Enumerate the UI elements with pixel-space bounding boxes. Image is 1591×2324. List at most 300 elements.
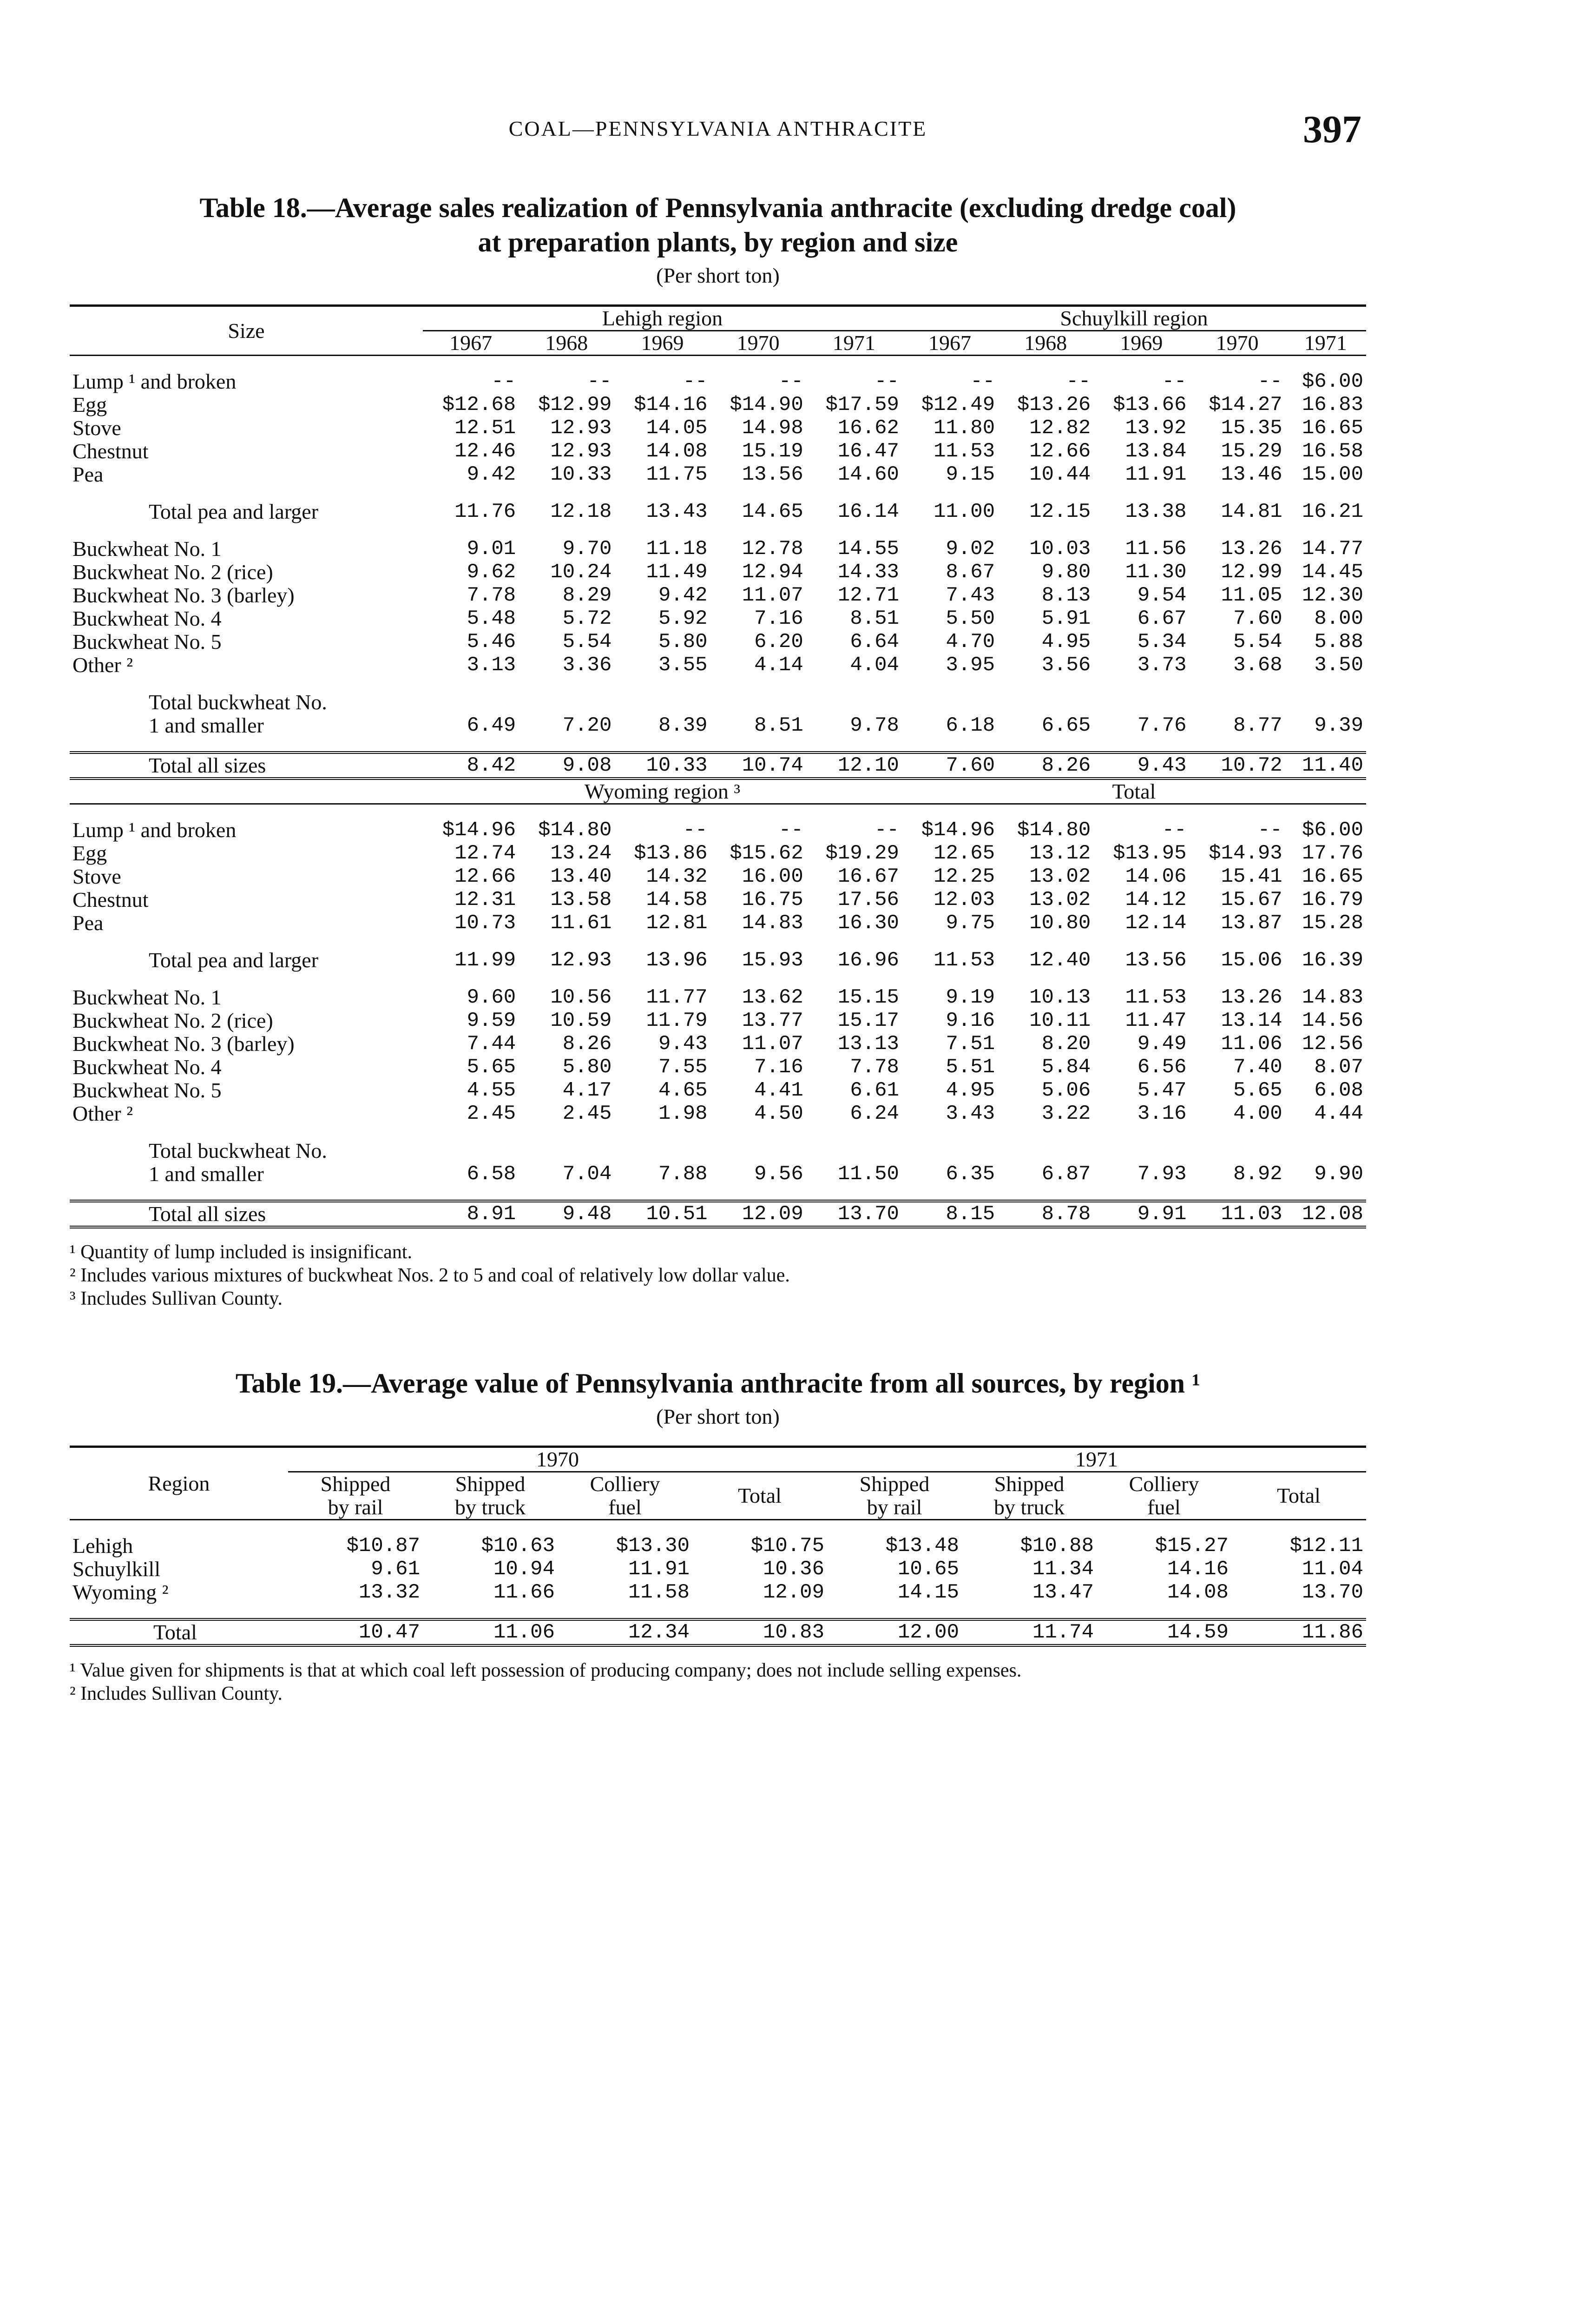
value-cell: 5.72 (562, 607, 612, 630)
value-cell: 13.02 (1029, 888, 1091, 911)
value-cell: 8.00 (1314, 607, 1363, 630)
value-cell: $12.99 (538, 393, 612, 416)
value-cell: 9.49 (1137, 1032, 1187, 1056)
value-cell: 6.61 (850, 1079, 899, 1102)
value-cell: $14.90 (730, 393, 803, 416)
value-cell: 7.55 (658, 1056, 708, 1079)
value-cell: 12.71 (837, 584, 899, 607)
value-cell: -- (683, 370, 708, 393)
value-cell: 12.08 (1302, 1202, 1363, 1226)
year-header: 1970 (288, 1448, 827, 1472)
table-row (70, 865, 1366, 888)
spacer-row (70, 1520, 1366, 1535)
value-cell: -- (874, 370, 899, 393)
value-cell: 13.40 (550, 865, 612, 888)
value-cell: 6.20 (754, 630, 803, 654)
value-cell: 14.98 (742, 416, 803, 440)
value-cell: 7.16 (754, 607, 803, 630)
value-cell: 12.56 (1302, 1032, 1363, 1056)
row-label: Stove (72, 865, 121, 888)
page-number: 397 (1303, 108, 1361, 151)
value-cell: 8.92 (1233, 1162, 1282, 1186)
table-row (70, 463, 1366, 486)
year-header-row (70, 1448, 1366, 1472)
year-header: 1969 (614, 331, 710, 356)
value-cell: 4.17 (562, 1079, 612, 1102)
value-cell: 12.46 (454, 440, 516, 463)
value-cell: 9.08 (562, 754, 612, 777)
region-header-row (70, 779, 1366, 804)
table-row (70, 1056, 1366, 1079)
subtotal-row (70, 691, 1366, 714)
value-cell: 14.59 (1167, 1621, 1229, 1644)
region-header: Wyoming region ³ (423, 779, 902, 804)
row-label: Egg (72, 841, 107, 865)
value-cell: 10.72 (1221, 754, 1282, 777)
row-label: Total buckwheat No. (149, 1139, 327, 1162)
value-cell: 13.02 (1029, 865, 1091, 888)
value-cell: 16.58 (1302, 440, 1363, 463)
value-cell: 10.74 (742, 754, 803, 777)
value-cell: 11.86 (1302, 1621, 1363, 1644)
value-cell: 11.03 (1221, 1202, 1282, 1226)
table19-unit: (Per short ton) (656, 1405, 780, 1428)
value-cell: 11.61 (550, 911, 612, 935)
value-cell: 3.13 (467, 654, 516, 677)
value-cell: 12.09 (763, 1581, 824, 1604)
value-cell: 3.68 (1233, 654, 1282, 677)
double-rule (70, 1644, 1366, 1645)
value-cell: 8.78 (1041, 1202, 1091, 1226)
value-cell: 12.66 (454, 865, 516, 888)
row-label: 1 and smaller (149, 1162, 264, 1186)
value-cell: 10.03 (1029, 537, 1091, 561)
value-cell: 12.82 (1029, 416, 1091, 440)
row-label: Buckwheat No. 5 (72, 630, 222, 654)
value-cell: 11.91 (628, 1558, 690, 1581)
spacer-row (70, 677, 1366, 691)
value-cell: 16.14 (837, 500, 899, 523)
value-cell: $13.86 (634, 842, 708, 865)
year-header: 1967 (423, 331, 519, 356)
total-row (70, 1619, 1366, 1644)
value-cell: 7.78 (467, 584, 516, 607)
table-row (70, 537, 1366, 561)
value-cell: 13.14 (1221, 1009, 1282, 1032)
spacer-row (70, 804, 1366, 819)
value-cell: 5.65 (467, 1056, 516, 1079)
value-cell: 13.24 (550, 842, 612, 865)
column-header (1231, 1472, 1366, 1520)
value-cell: 7.88 (658, 1162, 708, 1186)
subtotal-row (70, 500, 1366, 523)
value-cell: 9.54 (1137, 584, 1187, 607)
table-row (70, 819, 1366, 842)
region-header: Total (902, 779, 1366, 804)
value-cell: 13.26 (1221, 537, 1282, 561)
footnote: ² Includes Sullivan County. (70, 1683, 283, 1704)
column-header (1097, 1472, 1231, 1520)
table-row (70, 654, 1366, 677)
value-cell: 3.50 (1314, 654, 1363, 677)
value-cell: 14.77 (1302, 537, 1363, 561)
value-cell: $12.11 (1289, 1534, 1363, 1558)
value-cell: 5.54 (1233, 630, 1282, 654)
value-cell: 13.38 (1125, 500, 1187, 523)
value-cell: 12.15 (1029, 500, 1091, 523)
value-cell: 10.33 (646, 754, 708, 777)
table-row (70, 1102, 1366, 1125)
value-cell: 14.08 (646, 440, 708, 463)
value-cell: 10.36 (763, 1558, 824, 1581)
value-cell: 9.16 (946, 1009, 995, 1032)
value-cell: 11.80 (934, 416, 995, 440)
running-title: COAL—PENNSYLVANIA ANTHRACITE (508, 117, 927, 140)
value-cell: 6.35 (946, 1162, 995, 1186)
value-cell: 13.56 (742, 463, 803, 486)
value-cell: 3.55 (658, 654, 708, 677)
spacer-row (70, 486, 1366, 500)
value-cell: 8.29 (562, 584, 612, 607)
value-cell: $14.27 (1209, 393, 1282, 416)
value-cell: 11.58 (628, 1581, 690, 1604)
table-row (70, 911, 1366, 935)
value-cell: $13.30 (616, 1534, 690, 1558)
value-cell: 10.80 (1029, 911, 1091, 935)
value-cell: 15.00 (1302, 463, 1363, 486)
row-label: Buckwheat No. 1 (72, 985, 222, 1009)
value-cell: $10.88 (1020, 1534, 1094, 1558)
value-cell: 11.56 (1125, 537, 1187, 561)
value-cell: 6.24 (850, 1102, 899, 1125)
value-cell: 13.92 (1125, 416, 1187, 440)
value-cell: 7.78 (850, 1056, 899, 1079)
total-row (70, 1201, 1366, 1226)
value-cell: 14.56 (1302, 1009, 1363, 1032)
value-cell: 8.51 (754, 714, 803, 737)
value-cell: 14.81 (1221, 500, 1282, 523)
row-label: Pea (72, 462, 104, 486)
value-cell: -- (587, 370, 612, 393)
value-cell: 11.99 (454, 949, 516, 972)
value-cell: 6.49 (467, 714, 516, 737)
value-cell: 9.19 (946, 986, 995, 1009)
value-cell: 15.06 (1221, 949, 1282, 972)
stub-header (70, 779, 423, 804)
value-cell: 5.84 (1041, 1056, 1091, 1079)
value-cell: 10.65 (897, 1558, 959, 1581)
year-header: 1967 (902, 331, 998, 356)
value-cell: 7.51 (946, 1032, 995, 1056)
column-header (692, 1472, 827, 1520)
value-cell: $10.63 (481, 1534, 555, 1558)
value-cell: 8.26 (1041, 754, 1091, 777)
value-cell: 15.19 (742, 440, 803, 463)
row-label: Other ² (72, 653, 133, 677)
value-cell: 10.44 (1029, 463, 1091, 486)
value-cell: $13.26 (1017, 393, 1091, 416)
value-cell: 9.15 (946, 463, 995, 486)
column-header-line1: Total (738, 1484, 782, 1507)
value-cell: -- (683, 819, 708, 842)
table18-caption (70, 191, 1366, 259)
value-cell: $14.93 (1209, 842, 1282, 865)
table-row (70, 630, 1366, 654)
value-cell: 5.54 (562, 630, 612, 654)
value-cell: $15.27 (1155, 1534, 1229, 1558)
value-cell: $13.66 (1113, 393, 1187, 416)
value-cell: $10.87 (346, 1534, 420, 1558)
column-header-line1: Shipped (455, 1472, 526, 1496)
value-cell: 14.83 (742, 911, 803, 935)
value-cell: 6.18 (946, 714, 995, 737)
value-cell: 13.47 (1032, 1581, 1094, 1604)
region-header-row (70, 307, 1366, 331)
subtotal-row (70, 1162, 1366, 1186)
table-row (70, 1581, 1366, 1604)
value-cell: 6.08 (1314, 1079, 1363, 1102)
table-row (70, 888, 1366, 911)
value-cell: 14.06 (1125, 865, 1187, 888)
value-cell: $14.80 (1017, 819, 1091, 842)
value-cell: 11.06 (1221, 1032, 1282, 1056)
value-cell: 8.42 (467, 754, 516, 777)
value-cell: 4.14 (754, 654, 803, 677)
value-cell: $17.59 (825, 393, 899, 416)
value-cell: 11.50 (837, 1162, 899, 1186)
value-cell: 13.77 (742, 1009, 803, 1032)
value-cell: 16.65 (1302, 416, 1363, 440)
value-cell: 5.65 (1233, 1079, 1282, 1102)
year-header: 1970 (1190, 331, 1285, 356)
value-cell: 9.90 (1314, 1162, 1363, 1186)
value-cell: 6.67 (1137, 607, 1187, 630)
value-cell: 11.07 (742, 1032, 803, 1056)
row-label: Total (153, 1620, 197, 1644)
row-label: Stove (72, 416, 121, 440)
value-cell: 11.07 (742, 584, 803, 607)
value-cell: 10.33 (550, 463, 612, 486)
value-cell: -- (1257, 370, 1282, 393)
table-row (70, 416, 1366, 440)
value-cell: 11.30 (1125, 561, 1187, 584)
value-cell: 14.08 (1167, 1581, 1229, 1604)
row-label: Pea (72, 911, 104, 935)
row-label: Total buckwheat No. (149, 690, 327, 714)
value-cell: 4.41 (754, 1079, 803, 1102)
value-cell: 11.34 (1032, 1558, 1094, 1581)
value-cell: 13.32 (358, 1581, 420, 1604)
value-cell: 15.35 (1221, 416, 1282, 440)
table18 (70, 304, 1366, 1228)
value-cell: 12.93 (550, 440, 612, 463)
table-row (70, 1009, 1366, 1032)
row-label: Chestnut (72, 439, 149, 463)
value-cell: 9.60 (467, 986, 516, 1009)
footnote: ² Includes various mixtures of buckwheat Nos. 2 to 5 and coal of relatively low dollar value. (70, 1265, 790, 1286)
row-label: Lehigh (72, 1534, 133, 1558)
spacer-row (70, 1604, 1366, 1618)
column-header-line2: fuel (608, 1495, 642, 1519)
column-header-line2: by rail (867, 1495, 922, 1519)
value-cell: 9.78 (850, 714, 899, 737)
value-cell: 1.98 (658, 1102, 708, 1125)
value-cell: 8.77 (1233, 714, 1282, 737)
value-cell: 6.56 (1137, 1056, 1187, 1079)
value-cell: 5.80 (562, 1056, 612, 1079)
column-header-line1: Shipped (859, 1472, 930, 1496)
value-cell: 9.43 (658, 1032, 708, 1056)
table-row (70, 1534, 1366, 1558)
value-cell: $14.96 (921, 819, 995, 842)
value-cell: 17.76 (1302, 842, 1363, 865)
value-cell: 9.91 (1137, 1202, 1187, 1226)
value-cell: 4.50 (754, 1102, 803, 1125)
value-cell: 4.04 (850, 654, 899, 677)
value-cell: 10.24 (550, 561, 612, 584)
value-cell: $14.96 (442, 819, 516, 842)
value-cell: 11.66 (493, 1581, 555, 1604)
table-row (70, 370, 1366, 393)
subtotal-row (70, 1139, 1366, 1162)
value-cell: 8.13 (1041, 584, 1091, 607)
value-cell: 15.28 (1302, 911, 1363, 935)
table-row (70, 561, 1366, 584)
row-label: Total pea and larger (149, 500, 319, 523)
value-cell: 3.22 (1041, 1102, 1091, 1125)
double-rule (70, 1226, 1366, 1227)
value-cell: 12.81 (646, 911, 708, 935)
value-cell: 4.95 (1041, 630, 1091, 654)
value-cell: 5.50 (946, 607, 995, 630)
value-cell: 14.55 (837, 537, 899, 561)
table18-footnotes (70, 1241, 1366, 1310)
row-label: Chestnut (72, 888, 149, 911)
value-cell: 11.00 (934, 500, 995, 523)
value-cell: 9.59 (467, 1009, 516, 1032)
value-cell: 11.75 (646, 463, 708, 486)
value-cell: 14.58 (646, 888, 708, 911)
year-header: 1971 (806, 331, 902, 356)
value-cell: 7.93 (1137, 1162, 1187, 1186)
value-cell: 8.26 (562, 1032, 612, 1056)
row-label: Buckwheat No. 3 (barley) (72, 1032, 295, 1056)
column-header-line2: by rail (328, 1495, 383, 1519)
value-cell: $14.80 (538, 819, 612, 842)
value-cell: 4.95 (946, 1079, 995, 1102)
column-header (423, 1472, 558, 1520)
empty-cell (423, 1139, 1366, 1162)
value-cell: 7.60 (1233, 607, 1282, 630)
value-cell: $15.62 (730, 842, 803, 865)
column-header-line1: Colliery (590, 1472, 660, 1496)
spacer-row (70, 356, 1366, 370)
value-cell: 5.51 (946, 1056, 995, 1079)
row-label: Total all sizes (149, 1202, 266, 1226)
value-cell: -- (1257, 819, 1282, 842)
value-cell: 10.13 (1029, 986, 1091, 1009)
value-cell: 7.60 (946, 754, 995, 777)
value-cell: 11.40 (1302, 754, 1363, 777)
value-cell: 7.76 (1137, 714, 1187, 737)
value-cell: 16.47 (837, 440, 899, 463)
spacer-row (70, 935, 1366, 949)
column-header-line2: by truck (993, 1495, 1065, 1519)
value-cell: 12.66 (1029, 440, 1091, 463)
value-cell: 4.55 (467, 1079, 516, 1102)
value-cell: 11.47 (1125, 1009, 1187, 1032)
year-header: 1970 (710, 331, 806, 356)
year-header: 1969 (1093, 331, 1189, 356)
column-header-line1: Shipped (320, 1472, 391, 1496)
value-cell: 11.04 (1302, 1558, 1363, 1581)
value-cell: 14.33 (837, 561, 899, 584)
row-label: Buckwheat No. 4 (72, 1055, 222, 1079)
value-cell: $12.68 (442, 393, 516, 416)
row-label: Buckwheat No. 1 (72, 537, 222, 561)
value-cell: 12.18 (550, 500, 612, 523)
table18-caption-line1: Table 18.—Average sales realization of Pennsylvania anthracite (excluding dredge coal) (199, 192, 1236, 223)
value-cell: 6.58 (467, 1162, 516, 1186)
value-cell: 15.17 (837, 1009, 899, 1032)
value-cell: 9.42 (658, 584, 708, 607)
value-cell: 11.18 (646, 537, 708, 561)
value-cell: 9.02 (946, 537, 995, 561)
row-label: Schuylkill (72, 1557, 161, 1581)
value-cell: 11.74 (1032, 1621, 1094, 1644)
value-cell: 16.30 (837, 911, 899, 935)
value-cell: 13.96 (646, 949, 708, 972)
value-cell: 16.62 (837, 416, 899, 440)
value-cell: 13.46 (1221, 463, 1282, 486)
table-row (70, 393, 1366, 416)
value-cell: -- (1066, 370, 1091, 393)
value-cell: 3.56 (1041, 654, 1091, 677)
value-cell: 7.20 (562, 714, 612, 737)
value-cell: 4.70 (946, 630, 995, 654)
value-cell: 9.01 (467, 537, 516, 561)
subtotal-row (70, 714, 1366, 737)
row-label: Buckwheat No. 3 (barley) (72, 583, 295, 607)
table18-caption-line2: at preparation plants, by region and size (478, 227, 958, 257)
value-cell: 10.11 (1029, 1009, 1091, 1032)
value-cell: 15.93 (742, 949, 803, 972)
value-cell: 5.34 (1137, 630, 1187, 654)
value-cell: 16.65 (1302, 865, 1363, 888)
value-cell: $6.00 (1302, 819, 1363, 842)
value-cell: $6.00 (1302, 370, 1363, 393)
column-header-line1: Total (1277, 1484, 1321, 1507)
table19 (70, 1446, 1366, 1647)
column-header (827, 1472, 962, 1520)
value-cell: 12.31 (454, 888, 516, 911)
table-row (70, 440, 1366, 463)
value-cell: 16.67 (837, 865, 899, 888)
value-cell: $12.49 (921, 393, 995, 416)
table18-unit: (Per short ton) (656, 264, 780, 287)
value-cell: 10.94 (493, 1558, 555, 1581)
row-label: Total pea and larger (149, 948, 319, 972)
value-cell: 5.88 (1314, 630, 1363, 654)
row-label: Other ² (72, 1102, 133, 1125)
value-cell: 14.16 (1167, 1558, 1229, 1581)
value-cell: -- (778, 819, 803, 842)
row-label: Total all sizes (149, 753, 266, 777)
value-cell: 9.42 (467, 463, 516, 486)
value-cell: 12.78 (742, 537, 803, 561)
row-label: Lump ¹ and broken (72, 818, 237, 842)
value-cell: -- (874, 819, 899, 842)
